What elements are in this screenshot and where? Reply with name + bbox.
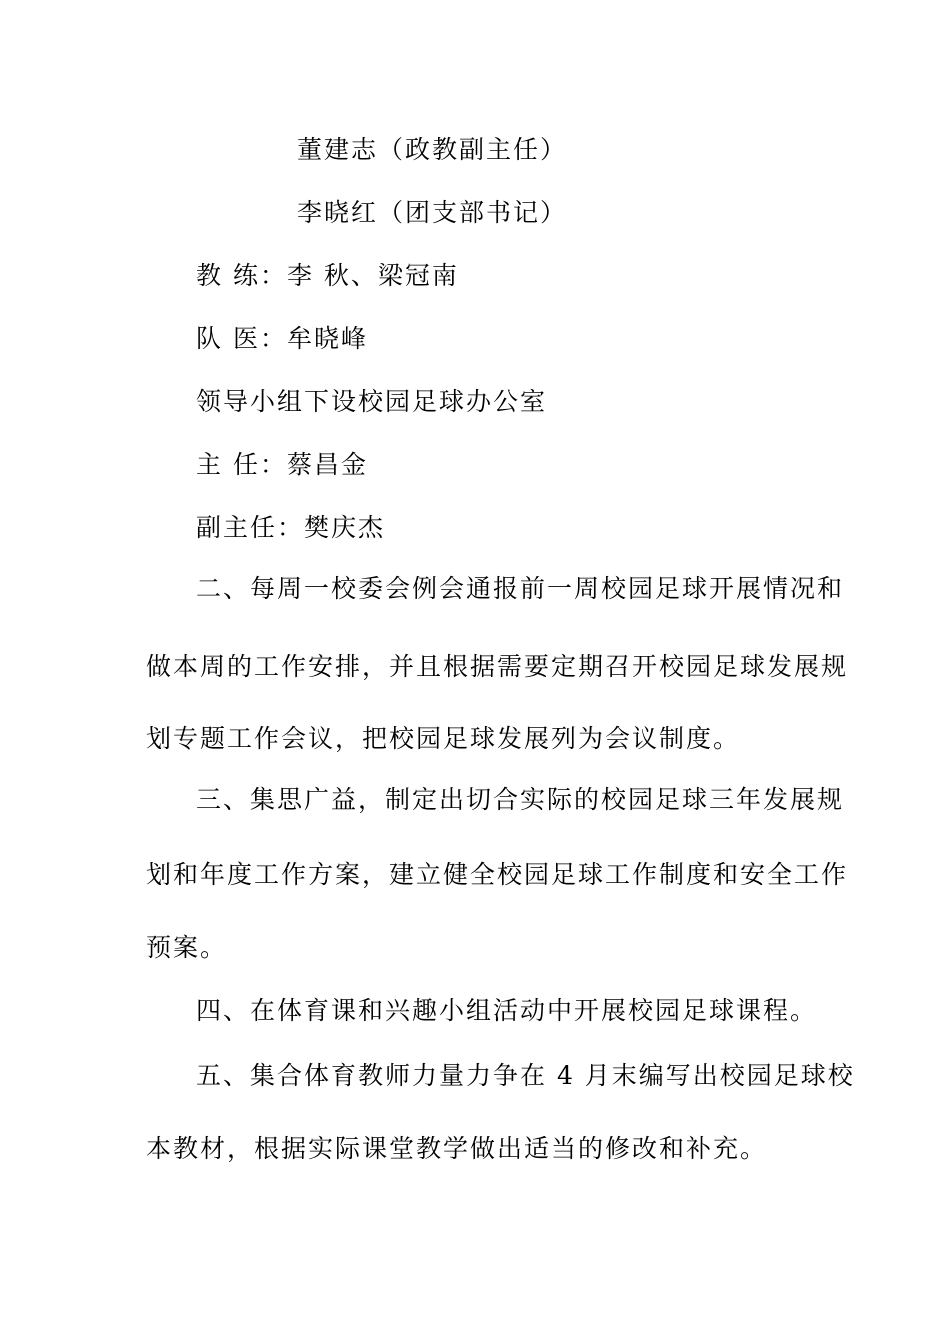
deputy-director-name: 樊庆杰 — [304, 513, 386, 542]
deputy-director-label: 副主任： — [196, 513, 305, 542]
paragraph-2-line-1: 二、每周一校委会例会通报前一周校园足球开展情况和 — [196, 574, 845, 603]
paragraph-4-line-1: 四、在体育课和兴趣小组活动中开展校园足球课程。 — [196, 996, 818, 1025]
paragraph-5-line-2: 本教材，根据实际课堂教学做出适当的修改和补充。 — [146, 1134, 768, 1163]
director-name: 蔡昌金 — [286, 450, 368, 479]
director-line — [196, 450, 368, 480]
doctor-name: 牟晓峰 — [286, 324, 368, 353]
office-heading: 领导小组下设校园足球办公室 — [196, 387, 548, 416]
member-line-1: 董建志（政教副主任） — [297, 135, 568, 164]
paragraph-3-line-2: 划和年度工作方案，建立健全校园足球工作制度和安全工作 — [146, 860, 849, 889]
coach-line — [196, 261, 459, 291]
coach-names: 李 秋、梁冠南 — [286, 261, 459, 290]
paragraph-5-line-1: 五、集合体育教师力量力争在 4 月末编写出校园足球校 — [196, 1061, 855, 1090]
coach-label: 教 练： — [196, 261, 287, 290]
doctor-line — [196, 324, 368, 354]
director-label: 主 任： — [196, 450, 287, 479]
paragraph-3-line-3: 预案。 — [146, 933, 228, 962]
paragraph-2-line-2: 做本周的工作安排，并且根据需要定期召开校园足球发展规 — [146, 652, 849, 681]
doctor-label: 队 医： — [196, 324, 287, 353]
deputy-director-line — [196, 513, 385, 543]
member-line-2: 李晓红（团支部书记） — [297, 198, 568, 227]
paragraph-3-line-1: 三、集思广益，制定出切合实际的校园足球三年发展规 — [196, 785, 845, 814]
paragraph-2-line-3: 划专题工作会议，把校园足球发展列为会议制度。 — [146, 724, 741, 753]
